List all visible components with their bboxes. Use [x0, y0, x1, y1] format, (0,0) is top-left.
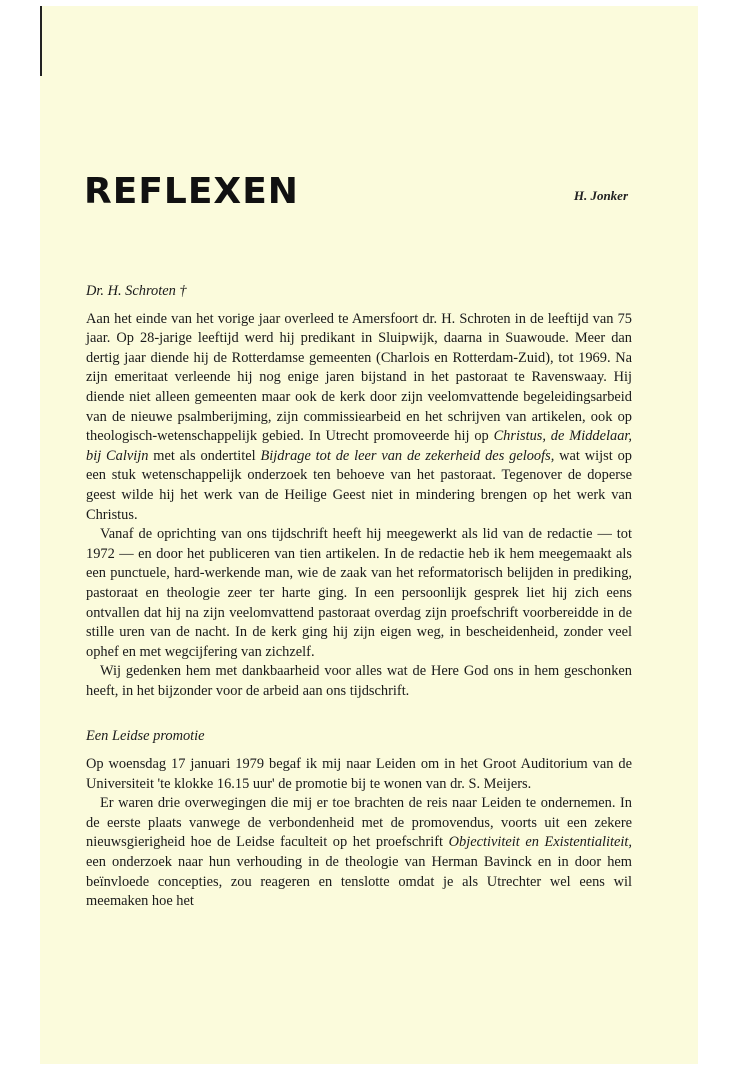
book-title: Objectiviteit en Existentialiteit,	[448, 834, 632, 851]
text-run: Aan het einde van het vorige jaar overleed te Amersfoort dr. H. Schroten in de leeftijd van 75 jaar. Op 28-jarige leeftijd werd hij predikant in Sluipwijk, daarna in Suawoude. Meer dan dertig jaar diende hij de Rotterdamse gemeenten (Charlois en Rotterdam-Zuid), tot 1969. Na zijn emeritaat verleende hij nog enige jaren bijstand in het pastoraat te Ravenswaay. Hij diende niet alleen gemeenten maar ook de kerk door zijn veelomvattende begeleidingsarbeid van de nieuwe psalmberijming, zijn commissiearbeid en het schrijven van artikelen, ook op theologisch-wetenschappelijk gebied. In Utrecht promoveerde hij op	[86, 310, 632, 445]
book-subtitle: Bijdrage tot de leer van de zekerheid des geloofs,	[260, 447, 555, 464]
text-run: Wij gedenken hem met dankbaarheid voor alles wat de Here God ons in hem geschonken heeft, in het bijzonder voor de arbeid aan ons tijdschrift.	[86, 663, 632, 699]
text-run: Vanaf de oprichting van ons tijdschrift heeft hij meegewerkt als lid van de redactie — tot 1972 — en door het publiceren van tien artikelen. In de redactie heb ik hem meegemaakt als een punctuele, hard-werkende man, wie de zaak van het reformatorisch belijden in prediking, pastoraat en theologie zeer ter harte ging. In een persoonlijk gesprek liet hij zich eens ontvallen dat hij na zijn veelomvattend pastoraat overdag zijn proefschrift voorbereidde in de stille uren van de nacht. In de kerk ging hij zijn eigen weg, in bescheidenheid, zonder veel ophef en met wegcijfering van zichzelf.	[86, 526, 632, 660]
paragraph	[86, 525, 632, 662]
paragraph	[86, 794, 632, 912]
author-name: H. Jonker	[573, 188, 628, 203]
text-run: met als ondertitel	[148, 447, 261, 464]
margin-rule	[40, 6, 42, 76]
section-heading: Dr. H. Schroten †	[86, 283, 187, 299]
section-spacer	[86, 701, 632, 727]
document-page	[40, 6, 698, 1064]
journal-logo: REFLEXEN	[84, 171, 299, 212]
paragraph	[86, 310, 632, 526]
book-title: Christus, de Middelaar, bij Calvijn	[86, 428, 632, 464]
text-run: een onderzoek naar hun verhouding in de theologie van Herman Bavinck en in door hem beïnvloede concepties, zou reageren en tenslotte omdat je als Utrechter wel eens wil meemaken hoe het	[86, 854, 632, 910]
text-run: wat wijst op een stuk wetenschappelijk onderzoek ten behoeve van het pastoraat. Tegenover de doperse geest wilde hij het werk van de Heilige Geest niet in mindering brengen op het werk van Christus.	[86, 447, 632, 523]
paragraph	[86, 755, 632, 794]
section-heading: Een Leidse promotie	[86, 728, 205, 745]
masthead	[84, 170, 644, 220]
paragraph	[86, 662, 632, 701]
article-body	[86, 282, 632, 912]
text-run: Op woensdag 17 januari 1979 begaf ik mij naar Leiden om in het Groot Auditorium van de Universiteit 'te klokke 16.15 uur' de promotie bij te wonen van dr. S. Meijers.	[86, 756, 632, 792]
text-run: Er waren drie overwegingen die mij er toe brachten de reis naar Leiden te ondernemen. In de eerste plaats vanwege de verbondenheid met de promovendus, voorts uit een zekere nieuwsgierigheid hoe de Leidse faculteit op het proefschrift	[86, 795, 632, 851]
